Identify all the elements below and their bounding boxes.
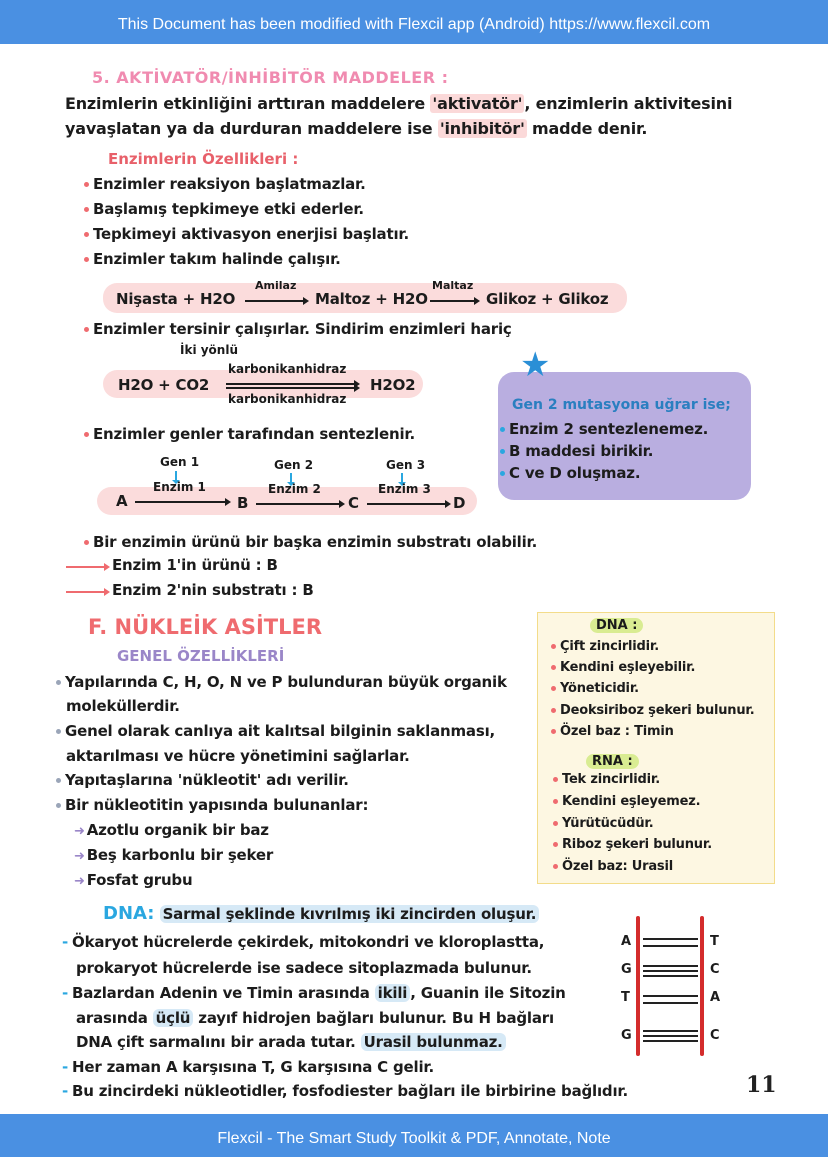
mutation-item	[500, 464, 640, 482]
bullet-icon	[553, 821, 558, 826]
bullet-icon	[553, 799, 558, 804]
reaction-right: H2O2	[370, 376, 416, 394]
enzyme-top: karbonikanhidraz	[228, 362, 347, 376]
text: Özel baz: Urasil	[562, 859, 673, 874]
text: zayıf hidrojen bağları bulunur. Bu H bağları	[193, 1009, 554, 1027]
bullet-icon	[553, 864, 558, 869]
rna-property	[553, 794, 700, 809]
property-item	[84, 533, 537, 551]
rna-heading	[586, 754, 639, 769]
gene-label: Gen 3	[386, 458, 426, 472]
dash-icon: -	[62, 1082, 69, 1100]
arrow-icon: ➜	[74, 874, 85, 889]
property-item	[84, 425, 415, 443]
arrow-icon	[430, 300, 478, 302]
bullet-icon	[500, 427, 505, 432]
property-item	[84, 200, 364, 218]
text: Kendini eşleyemez.	[562, 794, 701, 809]
rna-property	[553, 859, 673, 874]
text: DNA çift sarmalını bir arada tutar.	[76, 1033, 361, 1051]
text: Başlamış tepkimeye etki ederler.	[93, 200, 364, 218]
dna-fact-cont: prokaryot hücrelerde ise sadece sitoplazmada bulunur.	[76, 959, 532, 977]
text: DNA :	[590, 618, 643, 633]
text: B maddesi birikir.	[509, 442, 654, 460]
nucleic-item	[56, 796, 368, 814]
text: Deoksiriboz şekeri bulunur.	[560, 703, 755, 718]
property-item	[84, 320, 512, 338]
gene-label: Gen 1	[160, 455, 200, 469]
backbone-left	[636, 916, 640, 1056]
text: yavaşlatan ya da durduran maddelere ise	[65, 119, 438, 138]
bullet-icon	[553, 842, 558, 847]
bullet-icon	[551, 686, 556, 691]
hydrogen-bond	[643, 1002, 698, 1004]
double-arrow-icon	[226, 383, 358, 385]
nucleic-acids-title: F. NÜKLEİK ASİTLER	[88, 615, 322, 639]
mutation-title: Gen 2 mutasyona uğrar ise;	[512, 397, 731, 413]
dna-fact	[62, 933, 544, 951]
text: Her zaman A karşısına T, G karşısına C gelir.	[72, 1058, 434, 1076]
text: Fosfat grubu	[86, 871, 193, 889]
enzyme-label: Enzim 2	[268, 482, 321, 496]
hydrogen-bond	[643, 975, 698, 977]
rna-property	[553, 837, 712, 852]
highlight-aktivator: 'aktivatör'	[432, 94, 523, 113]
dna-fact	[62, 1058, 434, 1076]
text: Yürütücüdür.	[562, 816, 654, 831]
dna-fact-cont	[76, 1009, 554, 1027]
base-left: G	[621, 962, 632, 977]
text: Yapıtaşlarına 'nükleotit' adı verilir.	[65, 771, 349, 789]
dna-fact	[62, 1082, 628, 1100]
dna-heading-line	[103, 903, 539, 924]
dna-property	[551, 681, 639, 696]
base-left: G	[621, 1028, 632, 1043]
base-left: T	[621, 990, 630, 1005]
page-number: 11	[746, 1072, 777, 1098]
nucleotide-part	[74, 846, 273, 864]
mutation-item	[500, 442, 653, 460]
pathway-node: C	[348, 494, 359, 512]
text: Azotlu organik bir baz	[86, 821, 269, 839]
dna-heading-text: Sarmal şeklinde kıvrılmış iki zincirden oluşur.	[160, 905, 540, 923]
text: Bir nükleotitin yapısında bulunanlar:	[65, 796, 369, 814]
red-arrow-icon	[66, 566, 108, 568]
rna-property	[553, 772, 660, 787]
nucleic-item-cont: moleküllerdir.	[66, 697, 180, 715]
text: Tepkimeyi aktivasyon enerjisi başlatır.	[93, 225, 409, 243]
hydrogen-bond	[643, 945, 698, 947]
text: C ve D oluşmaz.	[509, 464, 641, 482]
bullet-icon	[551, 708, 556, 713]
bullet-icon	[84, 182, 89, 187]
dna-property	[551, 660, 695, 675]
dash-icon: -	[62, 984, 69, 1002]
bullet-icon	[84, 327, 89, 332]
reaction-left: Nişasta + H2O	[116, 290, 236, 308]
highlight-urasil: Urasil bulunmaz.	[361, 1033, 506, 1051]
bullet-icon	[553, 777, 558, 782]
text: Enzimler takım halinde çalışır.	[93, 250, 341, 268]
bullet-icon	[551, 644, 556, 649]
dna-fact-cont	[76, 1033, 506, 1051]
text: , Guanin ile Sitozin	[410, 984, 566, 1002]
arrow-icon	[135, 501, 229, 503]
dna-property	[551, 724, 674, 739]
highlight-ikili: ikili	[375, 984, 411, 1002]
text: Ökaryot hücrelerde çekirdek, mitokondri ve kloroplastta,	[72, 933, 545, 951]
text: Genel olarak canlıya ait kalıtsal bilginin saklanması,	[65, 722, 496, 740]
highlight-uclu: üçlü	[153, 1009, 194, 1027]
text: Riboz şekeri bulunur.	[562, 837, 712, 852]
base-right: T	[710, 934, 719, 949]
text: madde denir.	[526, 119, 648, 138]
dash-icon: -	[62, 933, 69, 951]
flexcil-top-banner[interactable]: This Document has been modified with Flexcil app (Android) https://www.flexcil.com	[0, 0, 828, 44]
gene-label: Gen 2	[274, 458, 314, 472]
property-item	[84, 225, 409, 243]
enzyme-bottom: karbonikanhidraz	[228, 392, 347, 406]
bullet-icon	[56, 680, 61, 685]
hydrogen-bond	[643, 970, 698, 972]
text: Tek zincirlidir.	[562, 772, 660, 787]
nucleic-item	[56, 673, 507, 691]
base-left: A	[621, 934, 631, 949]
definition-line-1	[65, 94, 732, 113]
pathway-node: A	[116, 492, 128, 510]
base-right: C	[710, 962, 720, 977]
bullet-icon	[551, 729, 556, 734]
base-right: C	[710, 1028, 720, 1043]
bullet-icon	[84, 257, 89, 262]
hydrogen-bond	[643, 965, 698, 967]
text: Enzimler tersinir çalışırlar. Sindirim enzimleri hariç	[93, 320, 512, 338]
pathway-node: B	[237, 494, 249, 512]
arrow-icon: ➜	[74, 824, 85, 839]
text: Özel baz : Timin	[560, 724, 674, 739]
hydrogen-bond	[643, 1035, 698, 1037]
text: Çift zincirlidir.	[560, 639, 660, 654]
pathway-node: D	[453, 494, 466, 512]
reaction-left: H2O + CO2	[118, 376, 210, 394]
hydrogen-bond	[643, 995, 698, 997]
bullet-icon	[56, 729, 61, 734]
dna-label: DNA:	[103, 903, 155, 924]
mutation-item	[500, 420, 708, 438]
hydrogen-bond	[643, 1040, 698, 1042]
bullet-icon	[56, 803, 61, 808]
substrate-note: Enzim 1'in ürünü : B	[112, 556, 278, 574]
double-arrow-icon	[226, 387, 358, 389]
bullet-icon	[84, 207, 89, 212]
backbone-right	[700, 916, 704, 1056]
hydrogen-bond	[643, 1030, 698, 1032]
bullet-icon	[84, 540, 89, 545]
rna-property	[553, 816, 653, 831]
definition-line-2	[65, 119, 647, 138]
text: Bazlardan Adenin ve Timin arasında	[72, 984, 375, 1002]
reaction-right: Glikoz + Glikoz	[486, 290, 609, 308]
enzyme-amilaz: Amilaz	[255, 279, 297, 292]
enzyme-properties-title: Enzimlerin Özellikleri :	[108, 150, 299, 168]
nucleic-item	[56, 771, 349, 789]
arrow-icon	[256, 503, 343, 505]
text: Kendini eşleyebilir.	[560, 660, 696, 675]
dna-fact	[62, 984, 566, 1002]
text: Bir enzimin ürünü bir başka enzimin substratı olabilir.	[93, 533, 538, 551]
text: , enzimlerin aktivitesini	[524, 94, 733, 113]
enzyme-label: Enzim 3	[378, 482, 431, 496]
dna-property	[551, 703, 755, 718]
property-item	[84, 250, 341, 268]
base-right: A	[710, 990, 720, 1005]
flexcil-bottom-banner[interactable]: Flexcil - The Smart Study Toolkit & PDF, Annotate, Note	[0, 1114, 828, 1157]
nucleic-item	[56, 722, 495, 740]
nucleic-item-cont: aktarılması ve hücre yönetimini sağlarlar.	[66, 747, 410, 765]
bullet-icon	[84, 232, 89, 237]
dash-icon: -	[62, 1058, 69, 1076]
enzyme-maltaz: Maltaz	[432, 279, 474, 292]
text: RNA :	[586, 754, 639, 769]
arrow-icon	[245, 300, 307, 302]
dna-property	[551, 639, 659, 654]
highlight-inhibitor: 'inhibitör'	[439, 119, 525, 138]
substrate-note: Enzim 2'nin substratı : B	[112, 581, 314, 599]
hydrogen-bond	[643, 938, 698, 940]
text: Enzimler reaksiyon başlatmazlar.	[93, 175, 366, 193]
nucleotide-part	[74, 871, 192, 889]
nucleotide-part	[74, 821, 269, 839]
reaction-middle: Maltoz + H2O	[315, 290, 428, 308]
text: arasında	[76, 1009, 153, 1027]
text: Beş karbonlu bir şeker	[86, 846, 274, 864]
text: Enzim 2 sentezlenemez.	[509, 420, 709, 438]
bullet-icon	[551, 665, 556, 670]
text: Enzimlerin etkinliğini arttıran maddelere	[65, 94, 431, 113]
red-arrow-icon	[66, 591, 108, 593]
text: Yapılarında C, H, O, N ve P bulunduran büyük organik	[65, 673, 507, 691]
bullet-icon	[500, 471, 505, 476]
bullet-icon	[84, 432, 89, 437]
dna-heading	[590, 618, 643, 633]
arrow-icon	[367, 503, 449, 505]
note-iki-yonlu: İki yönlü	[180, 343, 239, 357]
text: Yöneticidir.	[560, 681, 639, 696]
arrow-icon: ➜	[74, 849, 85, 864]
star-icon: ★	[520, 345, 551, 385]
text: Bu zincirdeki nükleotidler, fosfodiester bağları ile birbirine bağlıdır.	[72, 1082, 628, 1100]
bullet-icon	[500, 449, 505, 454]
bullet-icon	[56, 778, 61, 783]
general-properties-title: GENEL ÖZELLİKLERİ	[117, 647, 285, 665]
property-item	[84, 175, 366, 193]
text: Enzimler genler tarafından sentezlenir.	[93, 425, 415, 443]
section-title-aktivator: 5. AKTİVATÖR/İNHİBİTÖR MADDELER :	[92, 68, 449, 87]
enzyme-label: Enzim 1	[153, 480, 206, 494]
